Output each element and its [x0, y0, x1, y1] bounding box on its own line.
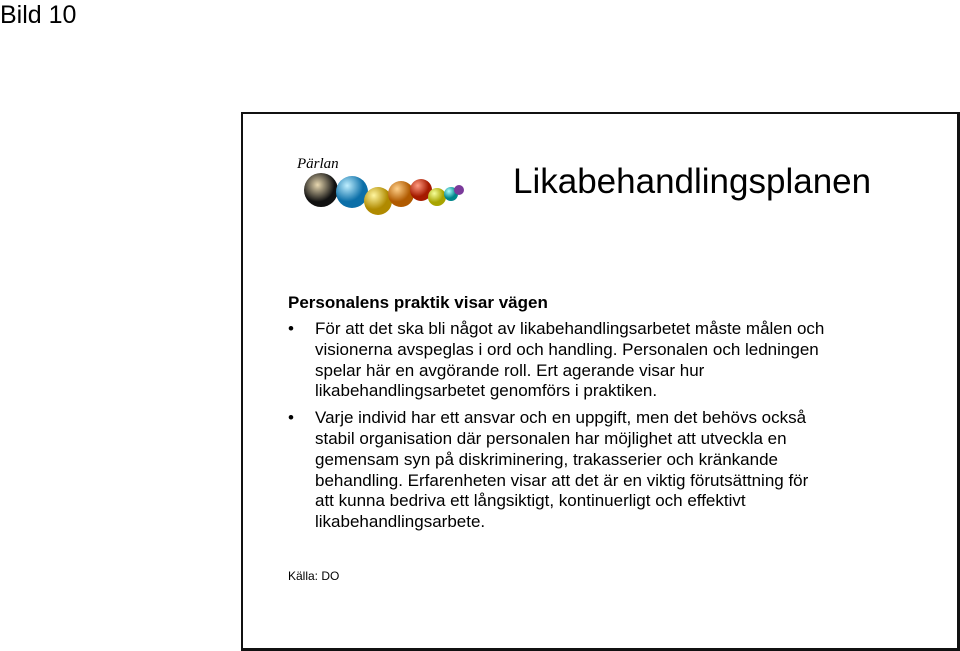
text-line: likabehandlingsarbete.	[315, 512, 486, 532]
text-line: För att det ska bli något av likabehandlingsarbetet måste målen och	[315, 319, 825, 338]
section-heading: Personalens praktik visar vägen	[288, 293, 548, 312]
bullet-item	[288, 319, 824, 402]
bullet-icon: •	[288, 319, 294, 338]
text-line: att kunna bedriva ett långsiktigt, kontinuerligt och effektivt	[315, 491, 746, 511]
page-label: Bild 10	[0, 1, 77, 29]
slide	[241, 112, 960, 651]
text-line: visionerna avspeglas i ord och handling. Personalen och ledningen	[315, 339, 819, 359]
bullet-item	[288, 408, 824, 533]
svg-text:Pärlan: Pärlan	[297, 156, 339, 172]
bullet-icon: •	[288, 408, 294, 428]
text-line: stabil organisation där personalen har möjlighet att utveckla en	[315, 428, 787, 448]
text-line: spelar här en avgörande roll. Ert agerande visar hur	[315, 360, 705, 380]
parlan-logo	[293, 154, 483, 224]
bullet-list	[288, 319, 824, 539]
text-line: Varje individ har ett ansvar och en uppgift, men det behövs också	[315, 408, 807, 428]
slide-title: Likabehandlingsplanen	[513, 162, 872, 201]
text-line: behandling. Erfarenheten visar att det är en viktig förutsättning för	[315, 470, 809, 490]
source-note: Källa: DO	[288, 569, 340, 583]
text-line: likabehandlingsarbetet genomförs i praktiken.	[315, 381, 658, 401]
text-line: gemensam syn på diskriminering, trakasserier och kränkande	[315, 449, 778, 469]
